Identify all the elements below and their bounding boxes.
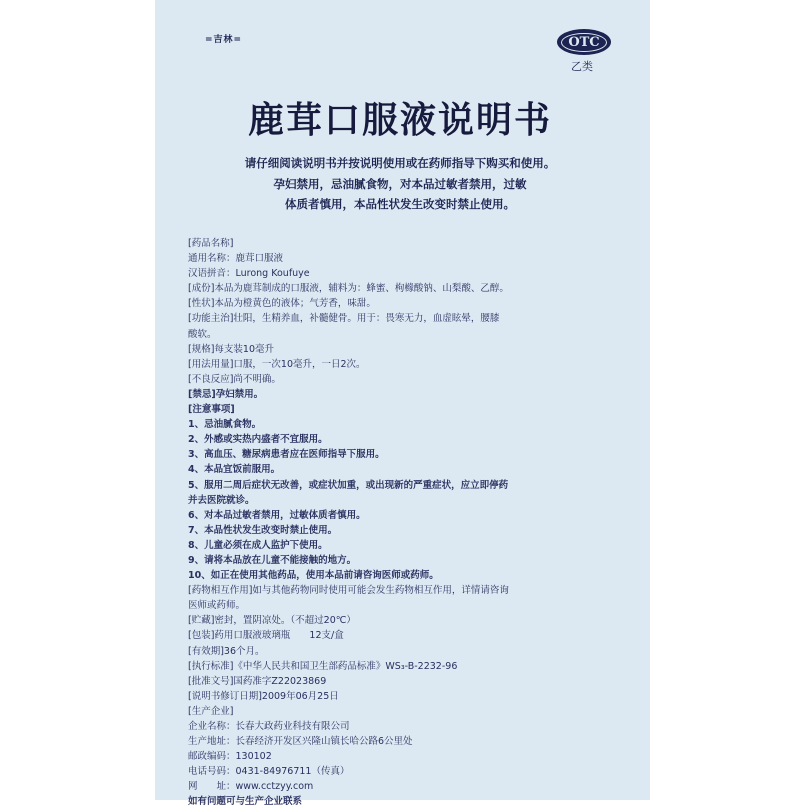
instruction-line: 电话号码：0431-84976711（传真） bbox=[188, 766, 350, 778]
instruction-line: 4、本品宜饭前服用。 bbox=[188, 464, 281, 476]
instruction-line: 2、外感或实热内盛者不宜服用。 bbox=[188, 434, 328, 446]
instruction-line: 酸软。 bbox=[188, 328, 217, 340]
instruction-line: 5、服用二周后症状无改善，或症状加重，或出现新的严重症状，应立即停药 bbox=[188, 479, 509, 491]
instruction-line: 邮政编码：130102 bbox=[188, 751, 272, 763]
instruction-body bbox=[188, 236, 618, 810]
instruction-line: 10、如正在使用其他药品，使用本品前请咨询医师或药师。 bbox=[188, 570, 439, 582]
otc-badge bbox=[557, 29, 611, 55]
instruction-line: 企业名称：长春大政药业科技有限公司 bbox=[188, 721, 350, 732]
instruction-line: [不良反应]尚不明确。 bbox=[188, 373, 281, 385]
instruction-line: [有效期]36个月。 bbox=[188, 645, 265, 657]
instruction-line: [功能主治]壮阳，生精养血，补髓健骨。用于：畏寒无力，血虚眩晕，腰膝 bbox=[188, 313, 500, 325]
instruction-line: [生产企业] bbox=[188, 705, 234, 717]
warning-line-1: 请仔细阅读说明书并按说明使用或在药师指导下购买和使用。 bbox=[244, 156, 556, 170]
instruction-line: 生产地址：长春经济开发区兴隆山镇长哈公路6公里处 bbox=[188, 736, 413, 748]
instruction-line: [药物相互作用]如与其他药物同时使用可能会发生药物相互作用，详情请咨询 bbox=[188, 585, 509, 597]
page-title: 鹿茸口服液说明书 bbox=[247, 100, 552, 141]
instruction-line: 9、请将本品放在儿童不能接触的地方。 bbox=[188, 554, 357, 566]
instruction-line: 如有问题可与生产企业联系 bbox=[188, 796, 303, 808]
instruction-line: [规格]每支装10毫升 bbox=[188, 343, 275, 355]
instruction-line: 通用名称：鹿茸口服液 bbox=[188, 253, 284, 265]
instruction-line: [贮藏]密封，置阴凉处。（不超过20℃） bbox=[188, 615, 356, 627]
instruction-line: 网 址：www.cctzyy.com bbox=[188, 781, 314, 793]
instruction-line: [药品名称] bbox=[188, 238, 234, 249]
instruction-line: [成份]本品为鹿茸制成的口服液，辅料为：蜂蜜、枸橼酸钠、山梨酸、乙醇。 bbox=[188, 283, 509, 295]
otc-class-label: 乙类 bbox=[571, 60, 593, 73]
warning-line-3: 体质者慎用，本品性状发生改变时禁止使用。 bbox=[285, 197, 515, 211]
instruction-line: 6、对本品过敏者禁用，过敏体质者慎用。 bbox=[188, 509, 366, 521]
instruction-line: [用法用量]口服，一次10毫升，一日2次。 bbox=[188, 358, 366, 370]
instruction-line: [批准文号]国药准字Z22023869 bbox=[188, 675, 327, 687]
instruction-line: [禁忌]孕妇禁用。 bbox=[188, 388, 264, 400]
instruction-line: 1、忌油腻食物。 bbox=[188, 419, 262, 431]
instruction-line: 7、本品性状发生改变时禁止使用。 bbox=[188, 524, 338, 536]
warning-line-2: 孕妇禁用，忌油腻食物，对本品过敏者禁用，过敏 bbox=[273, 177, 527, 191]
instruction-line: [说明书修订日期]2009年06月25日 bbox=[188, 690, 339, 702]
instruction-line: 3、高血压、糖尿病患者应在医师指导下服用。 bbox=[188, 449, 385, 461]
instruction-line: 医师或药师。 bbox=[188, 600, 246, 612]
instruction-line: [执行标准]《中华人民共和国卫生部药品标准》WS₃-B-2232-96 bbox=[188, 660, 458, 672]
company-logo: =吉林= bbox=[205, 35, 243, 45]
instruction-line: 汉语拼音：Lurong Koufuye bbox=[188, 268, 310, 280]
instruction-line: [性状]本品为橙黄色的液体；气芳香，味甜。 bbox=[188, 298, 376, 310]
instruction-line: 并去医院就诊。 bbox=[188, 494, 255, 506]
otc-badge-label: OTC bbox=[561, 33, 606, 52]
instruction-line: 8、儿童必须在成人监护下使用。 bbox=[188, 539, 328, 551]
instruction-line: [注意事项] bbox=[188, 404, 235, 416]
instruction-line: [包装]药用口服液玻璃瓶 12支/盒 bbox=[188, 630, 344, 642]
